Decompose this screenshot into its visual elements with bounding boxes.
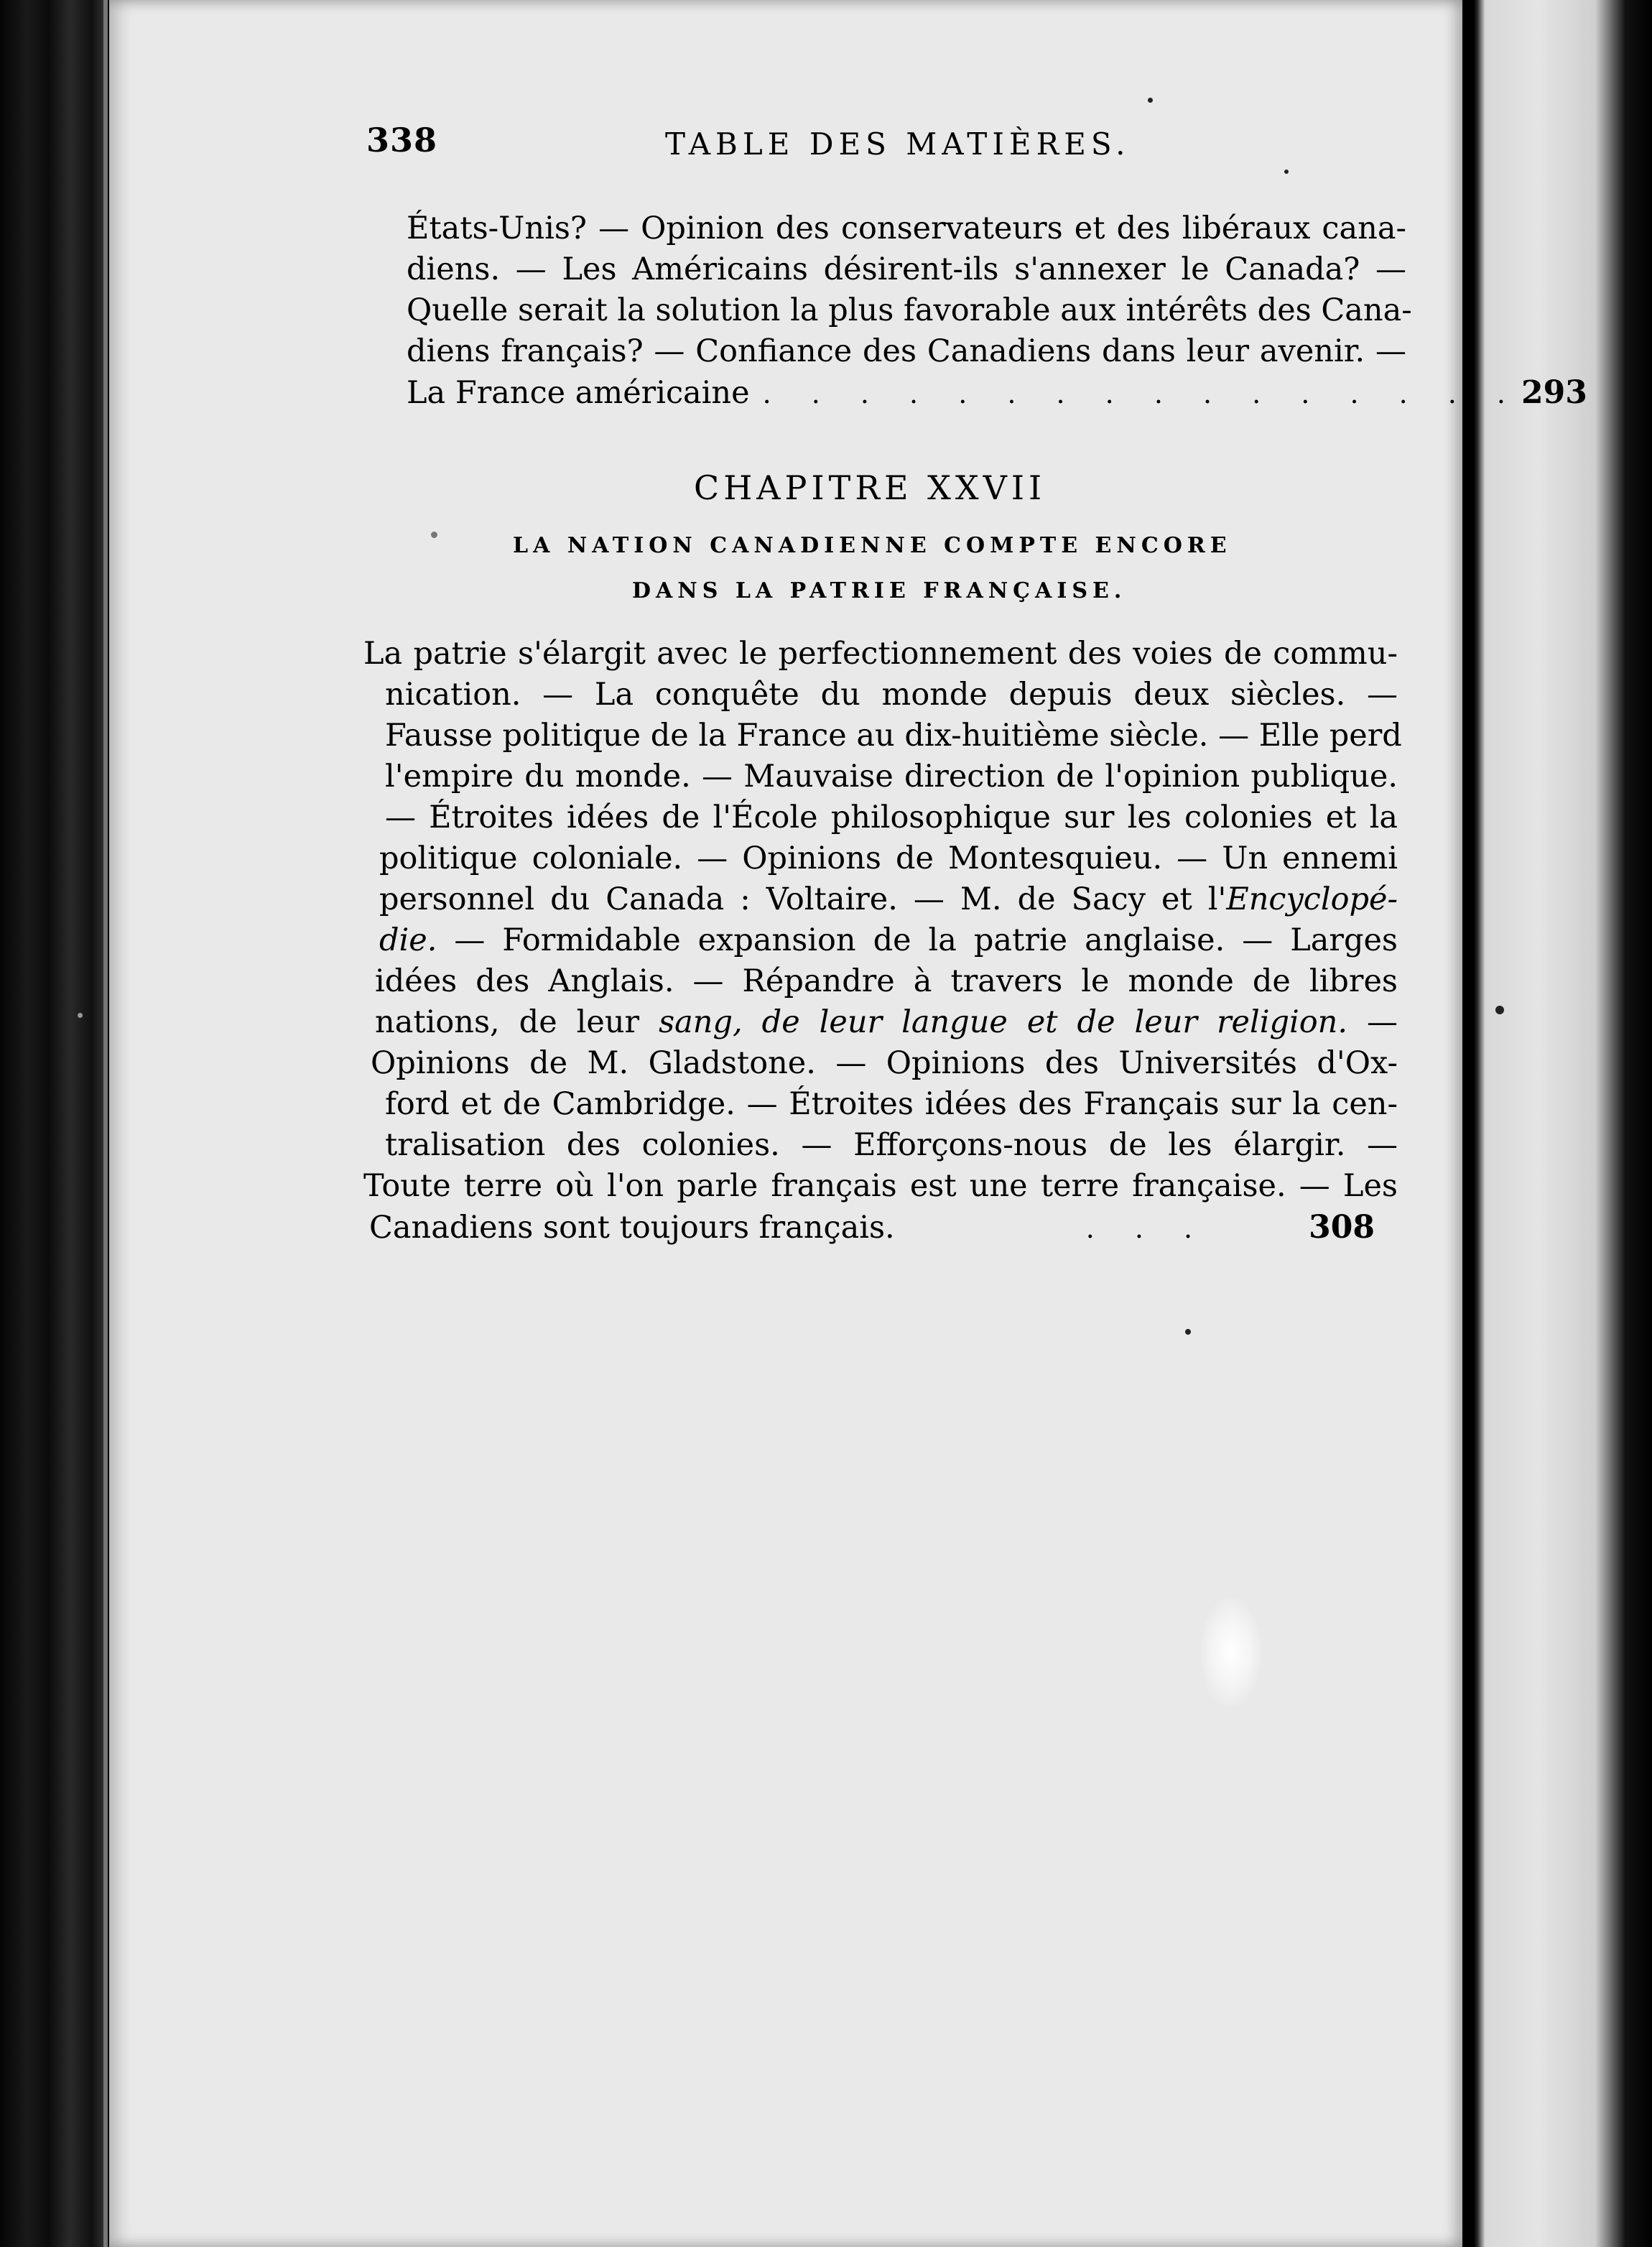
toc-entry-line	[363, 920, 1398, 961]
toc-entry-line: idées des Anglais. — Répandre à travers le monde de libres	[375, 963, 1398, 999]
chapter-title: CHAPITRE XXVII	[694, 468, 1047, 507]
toc-entry-last-line	[407, 372, 1587, 414]
toc-entry-text: —	[1347, 1004, 1398, 1040]
dust-speck	[1284, 170, 1289, 174]
dot-leader: . . .	[1085, 1213, 1209, 1244]
toc-entry-line: États-Unis? — Opinion des conservateurs et des libéraux cana-	[407, 210, 1406, 246]
toc-entry-line: La patrie s'élargit avec le perfectionnement des voies de commu-	[363, 636, 1398, 672]
toc-entry-italic-title: die.	[379, 922, 437, 958]
toc-entry-line: politique coloniale. — Opinions de Montesquieu. — Un ennemi	[379, 840, 1398, 876]
dot-leader: . . . . . . . . . . . . . . . .	[762, 378, 1522, 409]
toc-entry-line: Opinions de M. Gladstone. — Opinions des Universités d'Ox-	[371, 1045, 1398, 1081]
toc-entry-italic-phrase: sang, de leur langue et de leur religion.	[659, 1004, 1347, 1040]
toc-entry-line: nication. — La conquête du monde depuis deux siècles. —	[385, 677, 1398, 713]
toc-page-reference: 308	[1309, 1209, 1375, 1246]
dust-speck	[1148, 98, 1153, 103]
toc-entry-line: tralisation des colonies. — Efforçons-nous de les élargir. —	[385, 1127, 1398, 1163]
chapter-subtitle-line-1: LA NATION CANADIENNE COMPTE ENCORE	[513, 533, 1232, 558]
toc-entry-text: personnel du Canada : Voltaire. — M. de Sacy et l'	[379, 881, 1227, 917]
toc-entry-text: — Formidable expansion de la patrie anglaise. — Larges	[437, 922, 1398, 958]
dust-speck	[78, 1013, 83, 1018]
toc-entry-line: Quelle serait la solution la plus favorable aux intérêts des Cana-	[407, 292, 1412, 328]
adjacent-page-edge	[1462, 0, 1652, 2247]
toc-entry-line	[363, 1002, 1398, 1043]
dust-speck	[1185, 1329, 1191, 1335]
toc-entry-text: nations, de leur	[375, 1004, 659, 1040]
toc-entry-line: — Étroites idées de l'École philosophique sur les colonies et la	[385, 800, 1398, 835]
toc-entry-last-line	[363, 1207, 1375, 1249]
dust-speck	[1495, 1006, 1504, 1014]
toc-entry-italic-title: Encyclopé-	[1226, 881, 1398, 917]
toc-entry-line: diens français? — Confiance des Canadiens dans leur avenir. —	[407, 333, 1406, 369]
toc-entry-text: Canadiens sont toujours français.	[369, 1210, 895, 1246]
chapter-subtitle-line-2: DANS LA PATRIE FRANÇAISE.	[632, 578, 1127, 603]
page-number: 338	[366, 121, 438, 159]
toc-entry-line: Fausse politique de la France au dix-huitième siècle. — Elle perd	[385, 718, 1402, 754]
toc-entry-line: diens. — Les Américains désirent-ils s'annexer le Canada? —	[407, 251, 1406, 287]
toc-entry-chapter-26-continued	[407, 208, 1587, 414]
toc-page-reference: 293	[1521, 374, 1587, 411]
toc-entry-line	[363, 879, 1398, 920]
toc-entry-line: ford et de Cambridge. — Étroites idées des Français sur la cen-	[385, 1086, 1398, 1122]
toc-entry-text: La France américaine	[407, 375, 750, 411]
dust-speck	[431, 532, 437, 538]
toc-entry-line: Toute terre où l'on parle français est une terre française. — Les	[363, 1168, 1398, 1204]
running-title: TABLE DES MATIÈRES.	[665, 126, 1131, 162]
toc-entry-chapter-27	[363, 634, 1402, 1249]
paper-stain	[1201, 1598, 1261, 1706]
running-head	[366, 121, 1422, 178]
toc-entry-line: l'empire du monde. — Mauvaise direction de l'opinion publique.	[385, 759, 1398, 794]
book-binding-edge	[0, 0, 108, 2247]
